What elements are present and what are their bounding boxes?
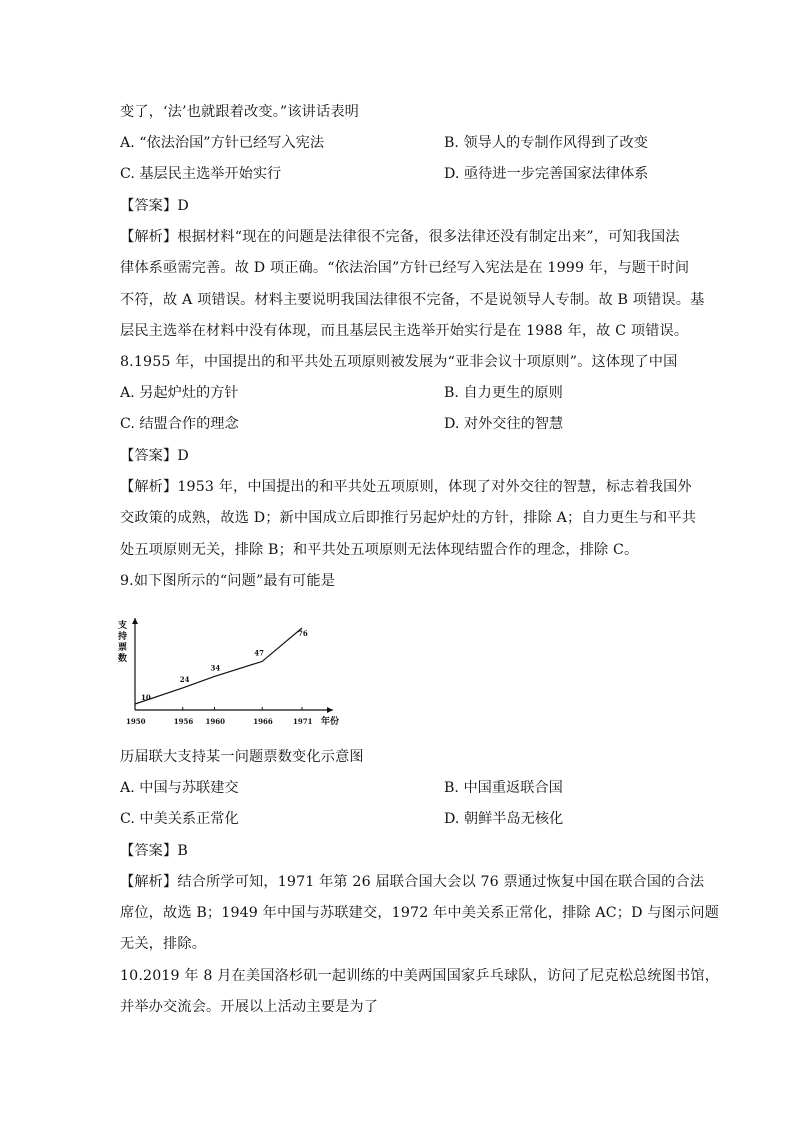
q7-option-d: D. 亟待进一步完善国家法律体系 xyxy=(444,166,649,182)
q7-option-c: C. 基层民主选举开始实行 xyxy=(120,166,282,182)
chart-labels xyxy=(118,619,339,727)
y-axis-label-char: 支 xyxy=(118,621,128,631)
q9-chart-caption: 历届联大支持某一问题票数变化示意图 xyxy=(120,749,364,765)
x-tick-label: 1956 xyxy=(173,717,194,726)
q7-option-b: B. 领导人的专制作风得到了改变 xyxy=(444,135,648,151)
vote-chart xyxy=(118,614,350,734)
x-axis-label: 年份 xyxy=(321,717,340,727)
q9-option-c: C. 中美关系正常化 xyxy=(120,811,239,827)
x-tick-label: 1960 xyxy=(205,717,226,726)
q8-option-c: C. 结盟合作的理念 xyxy=(120,416,239,432)
y-axis-label-char: 数 xyxy=(118,654,128,664)
q8-stem: 8.1955 年，中国提出的和平共处五项原则被发展为“亚非会议十项原则”。这体现了中国 xyxy=(120,354,678,370)
q9-stem: 9.如下图所示的“问题”最有可能是 xyxy=(120,573,336,589)
data-label: 24 xyxy=(179,674,190,684)
q9-option-b: B. 中国重返联合国 xyxy=(444,780,563,796)
q9-option-a: A. 中国与苏联建交 xyxy=(120,780,239,796)
data-label: 47 xyxy=(254,648,264,658)
q7-analysis-line: 层民主选举在材料中没有体现，而且基层民主选举开始实行是在 1988 年，故 C 项错误。 xyxy=(120,323,689,339)
q8-analysis-line: 处五项原则无关，排除 B；和平共处五项原则无法体现结盟合作的理念，排除 C。 xyxy=(120,542,639,558)
q7-analysis-line: 【解析】根据材料“现在的问题是法律很不完备，很多法律还没有制定出来”，可知我国法 xyxy=(120,229,680,245)
q8-option-a: A. 另起炉灶的方针 xyxy=(120,385,239,401)
data-label: 10 xyxy=(141,693,151,702)
q7-stem-tail: 变了，‘法’也就跟着改变。”该讲话表明 xyxy=(120,104,360,120)
x-tick-label: 1950 xyxy=(126,717,146,726)
q7-answer: 【答案】D xyxy=(120,198,189,214)
q8-analysis-line: 交政策的成熟，故选 D；新中国成立后即推行另起炉灶的方针，排除 A；自力更生与和平共 xyxy=(120,510,697,526)
q7-analysis-line: 不符，故 A 项错误。材料主要说明我国法律很不完备，不是说领导人专制。故 B 项错误。基 xyxy=(120,292,705,308)
q9-option-d: D. 朝鲜半岛无核化 xyxy=(444,811,564,827)
q10-stem-line: 并举办交流会。开展以上活动主要是为了 xyxy=(120,999,379,1015)
q9-answer: 【答案】B xyxy=(120,843,188,859)
q7-option-a: A. “依法治国”方针已经写入宪法 xyxy=(120,135,325,151)
y-axis-label-char: 票 xyxy=(118,643,128,653)
q9-analysis-line: 无关，排除。 xyxy=(120,936,207,952)
q8-answer: 【答案】D xyxy=(120,448,189,464)
x-axis-arrow xyxy=(327,707,333,713)
x-tick-label: 1966 xyxy=(253,717,273,726)
q8-option-b: B. 自力更生的原则 xyxy=(444,385,563,401)
q8-option-d: D. 对外交往的智慧 xyxy=(444,416,564,432)
y-axis-label-char: 持 xyxy=(118,632,128,642)
x-tick-label: 1971 xyxy=(293,717,313,726)
q9-analysis-line: 【解析】结合所学可知，1971 年第 26 届联合国大会以 76 票通过恢复中国在联合国的合法 xyxy=(120,874,705,890)
q8-analysis-line: 【解析】1953 年，中国提出的和平共处五项原则，体现了对外交往的智慧，标志着我国外 xyxy=(120,479,692,495)
vote-chart-svg xyxy=(118,614,350,734)
q10-stem-line: 10.2019 年 8 月在美国洛杉矶一起训练的中美两国国家乒乓球队，访问了尼克松总统图书馆， xyxy=(120,968,720,984)
q7-analysis-line: 律体系亟需完善。故 D 项正确。“依法治国”方针已经写入宪法是在 1999 年，与题干时间 xyxy=(120,260,690,276)
data-label: 34 xyxy=(210,663,221,673)
data-label: 76 xyxy=(298,629,308,638)
y-axis-arrow xyxy=(132,618,138,624)
q9-analysis-line: 席位，故选 B；1949 年中国与苏联建交，1972 年中美关系正常化，排除 AC；D 与图示问题 xyxy=(120,905,720,921)
